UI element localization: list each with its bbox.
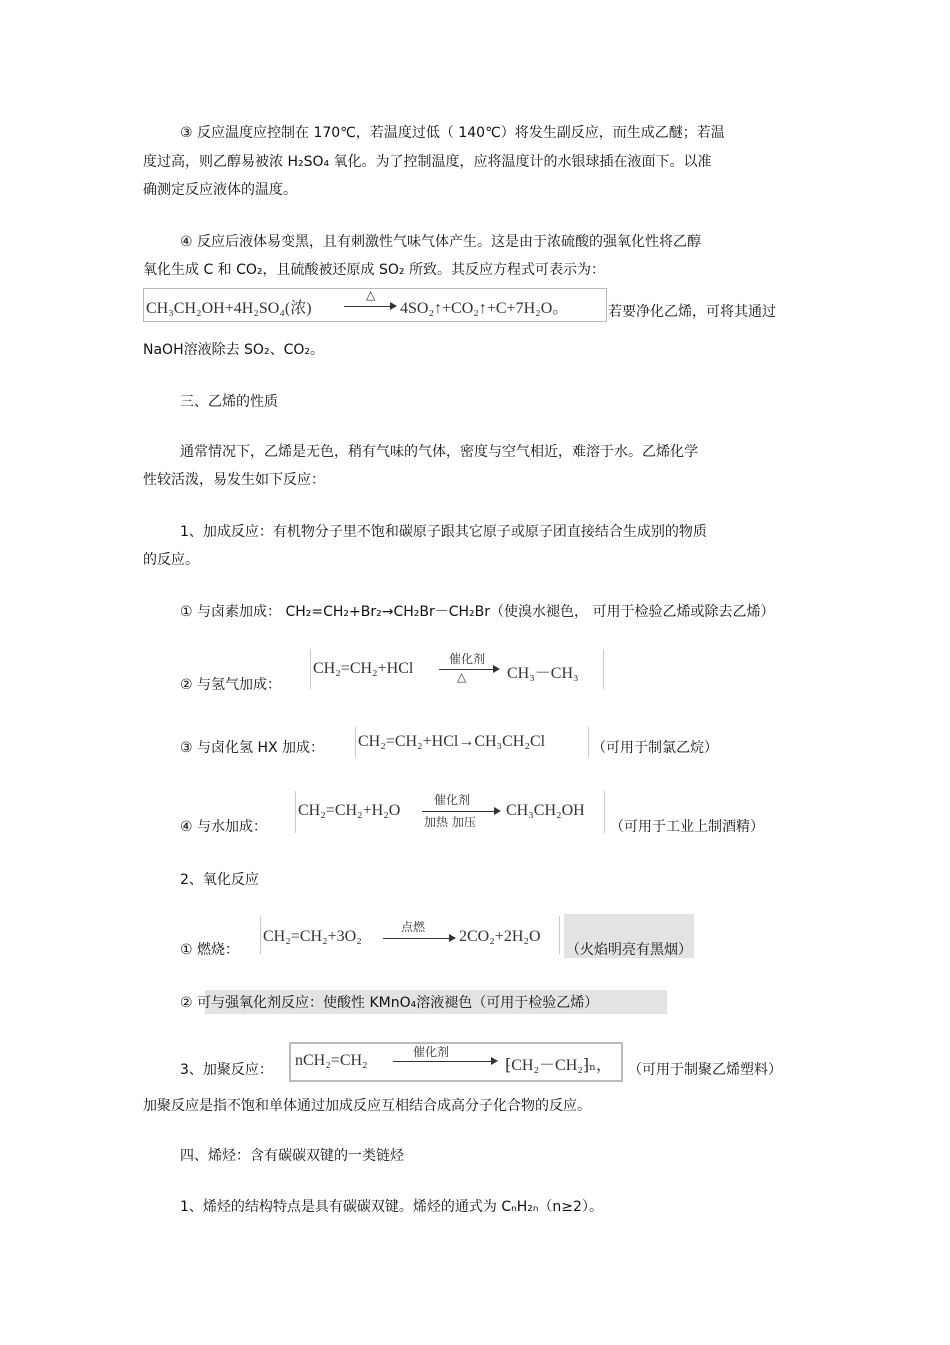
- equation-polymerization: [289, 1042, 623, 1082]
- paragraph-properties-line2: 性较活泼，易发生如下反应：: [143, 472, 325, 488]
- condition-heat-pressure: 加热 加压: [424, 815, 476, 829]
- reaction-arrow-line: [393, 1061, 493, 1062]
- hx-addition-note: （可用于制氯乙烷）: [592, 740, 718, 756]
- alkene-structure-formula: 1、烯烃的结构特点是具有碳碳双键。烯烃的通式为 CₙH₂ₙ（n≥2）。: [180, 1199, 603, 1215]
- condition-catalyst: 催化剂: [434, 793, 471, 807]
- water-addition-label: ④ 与水加成：: [180, 819, 268, 835]
- paragraph-blackening-line2: 氧化生成 C 和 CO₂，且硫酸被还原成 SO₂ 所致。其反应方程式可表示为：: [143, 262, 605, 278]
- hx-addition-label: ③ 与卤化氢 HX 加成：: [180, 740, 325, 756]
- reaction-arrow-line: [344, 306, 392, 307]
- equation-hydrogen-addition: [310, 649, 604, 689]
- equation-right: ⁅CH₂－CH₂⁆ₙ，: [505, 1057, 613, 1074]
- polymerization-definition: 加聚反应是指不饱和单体通过加成反应互相结合成高分子化合物的反应。: [143, 1098, 591, 1114]
- condition-heat: △: [457, 670, 467, 684]
- addition-definition-line2: 的反应。: [143, 552, 199, 568]
- purify-text-continued: NaOH溶液除去 SO₂、CO₂。: [143, 342, 324, 358]
- arrow-head-icon: [494, 807, 501, 815]
- equation-left: CH₃CH₂OH+4H₂SO₄(浓): [146, 300, 312, 317]
- reaction-arrow-line: [439, 669, 495, 670]
- arrow-head-icon: [449, 934, 456, 942]
- equation-right: CH₃－CH₃: [507, 665, 579, 682]
- arrow-head-icon: [491, 1057, 498, 1065]
- paragraph-blackening-line1: ④ 反应后液体易变黑，且有刺激性气味气体产生。这是由于浓硫酸的强氧化性将乙醇: [180, 234, 701, 250]
- equation-right: 2CO₂+2H₂O: [459, 928, 541, 945]
- arrow-head-icon: [390, 302, 397, 310]
- halogen-addition: ① 与卤素加成： CH₂=CH₂+Br₂→CH₂Br－CH₂Br（使溴水褪色， 可用于检验乙烯或除去乙烯）: [180, 604, 775, 620]
- addition-definition-line1: 1、加成反应：有机物分子里不饱和碳原子跟其它原子或原子团直接结合生成别的物质: [180, 524, 707, 540]
- paragraph-temperature-line1: ③ 反应温度应控制在 170℃，若温度过低（ 140℃）将发生副反应，而生成乙醚；若温: [180, 125, 725, 141]
- section-title-alkenes: 四、烯烃：含有碳碳双键的一类链烃: [180, 1148, 404, 1164]
- equation-right: CH₃CH₂OH: [506, 802, 585, 819]
- purify-text: 若要净化乙烯，可将其通过: [608, 304, 776, 320]
- equation-left: CH₂=CH₂+3O₂: [263, 928, 362, 945]
- equation-right: 4SO₂↑+CO₂↑+C+7H₂O。: [400, 300, 569, 317]
- condition-catalyst: 催化剂: [413, 1045, 450, 1059]
- equation-left: CH₂=CH₂+HCl: [313, 660, 414, 677]
- equation-combustion: [260, 916, 560, 954]
- equation-body: CH₂=CH₂+HCl→CH₃CH₂Cl: [358, 733, 546, 750]
- condition-heat: △: [366, 288, 376, 302]
- arrow-head-icon: [493, 665, 500, 673]
- equation-left: nCH₂=CH₂: [295, 1052, 368, 1069]
- section-oxidation: 2、氧化反应: [180, 872, 259, 888]
- polymerization-note: （可用于制聚乙烯塑料）: [628, 1062, 782, 1078]
- polymerization-label: 3、加聚反应：: [180, 1062, 273, 1078]
- water-addition-note: （可用于工业上制酒精）: [610, 819, 764, 835]
- strong-oxidant-reaction: ② 可与强氧化剂反应：使酸性 KMnO₄溶液褪色（可用于检验乙烯）: [180, 995, 599, 1011]
- equation-sulfuric-oxidation: [143, 288, 607, 322]
- paragraph-temperature-line2: 度过高，则乙醇易被浓 H₂SO₄ 氧化。为了控制温度，应将温度计的水银球插在液面下。以准: [143, 154, 712, 170]
- combustion-note: （火焰明亮有黑烟）: [566, 942, 692, 958]
- condition-catalyst: 催化剂: [449, 652, 486, 666]
- reaction-arrow-line: [383, 938, 451, 939]
- hydrogen-addition-label: ② 与氢气加成：: [180, 677, 282, 693]
- equation-hx-addition: [355, 727, 589, 757]
- combustion-label: ① 燃烧：: [180, 942, 240, 958]
- paragraph-properties-line1: 通常情况下，乙烯是无色，稍有气味的气体，密度与空气相近，难溶于水。乙烯化学: [180, 444, 698, 460]
- paragraph-temperature-line3: 确测定反应液体的温度。: [143, 182, 297, 198]
- equation-left: CH₂=CH₂+H₂O: [298, 802, 401, 819]
- condition-ignite: 点燃: [401, 920, 426, 934]
- equation-water-addition: [295, 791, 605, 833]
- reaction-arrow-line: [422, 811, 496, 812]
- section-title-ethylene-properties: 三、乙烯的性质: [180, 394, 278, 410]
